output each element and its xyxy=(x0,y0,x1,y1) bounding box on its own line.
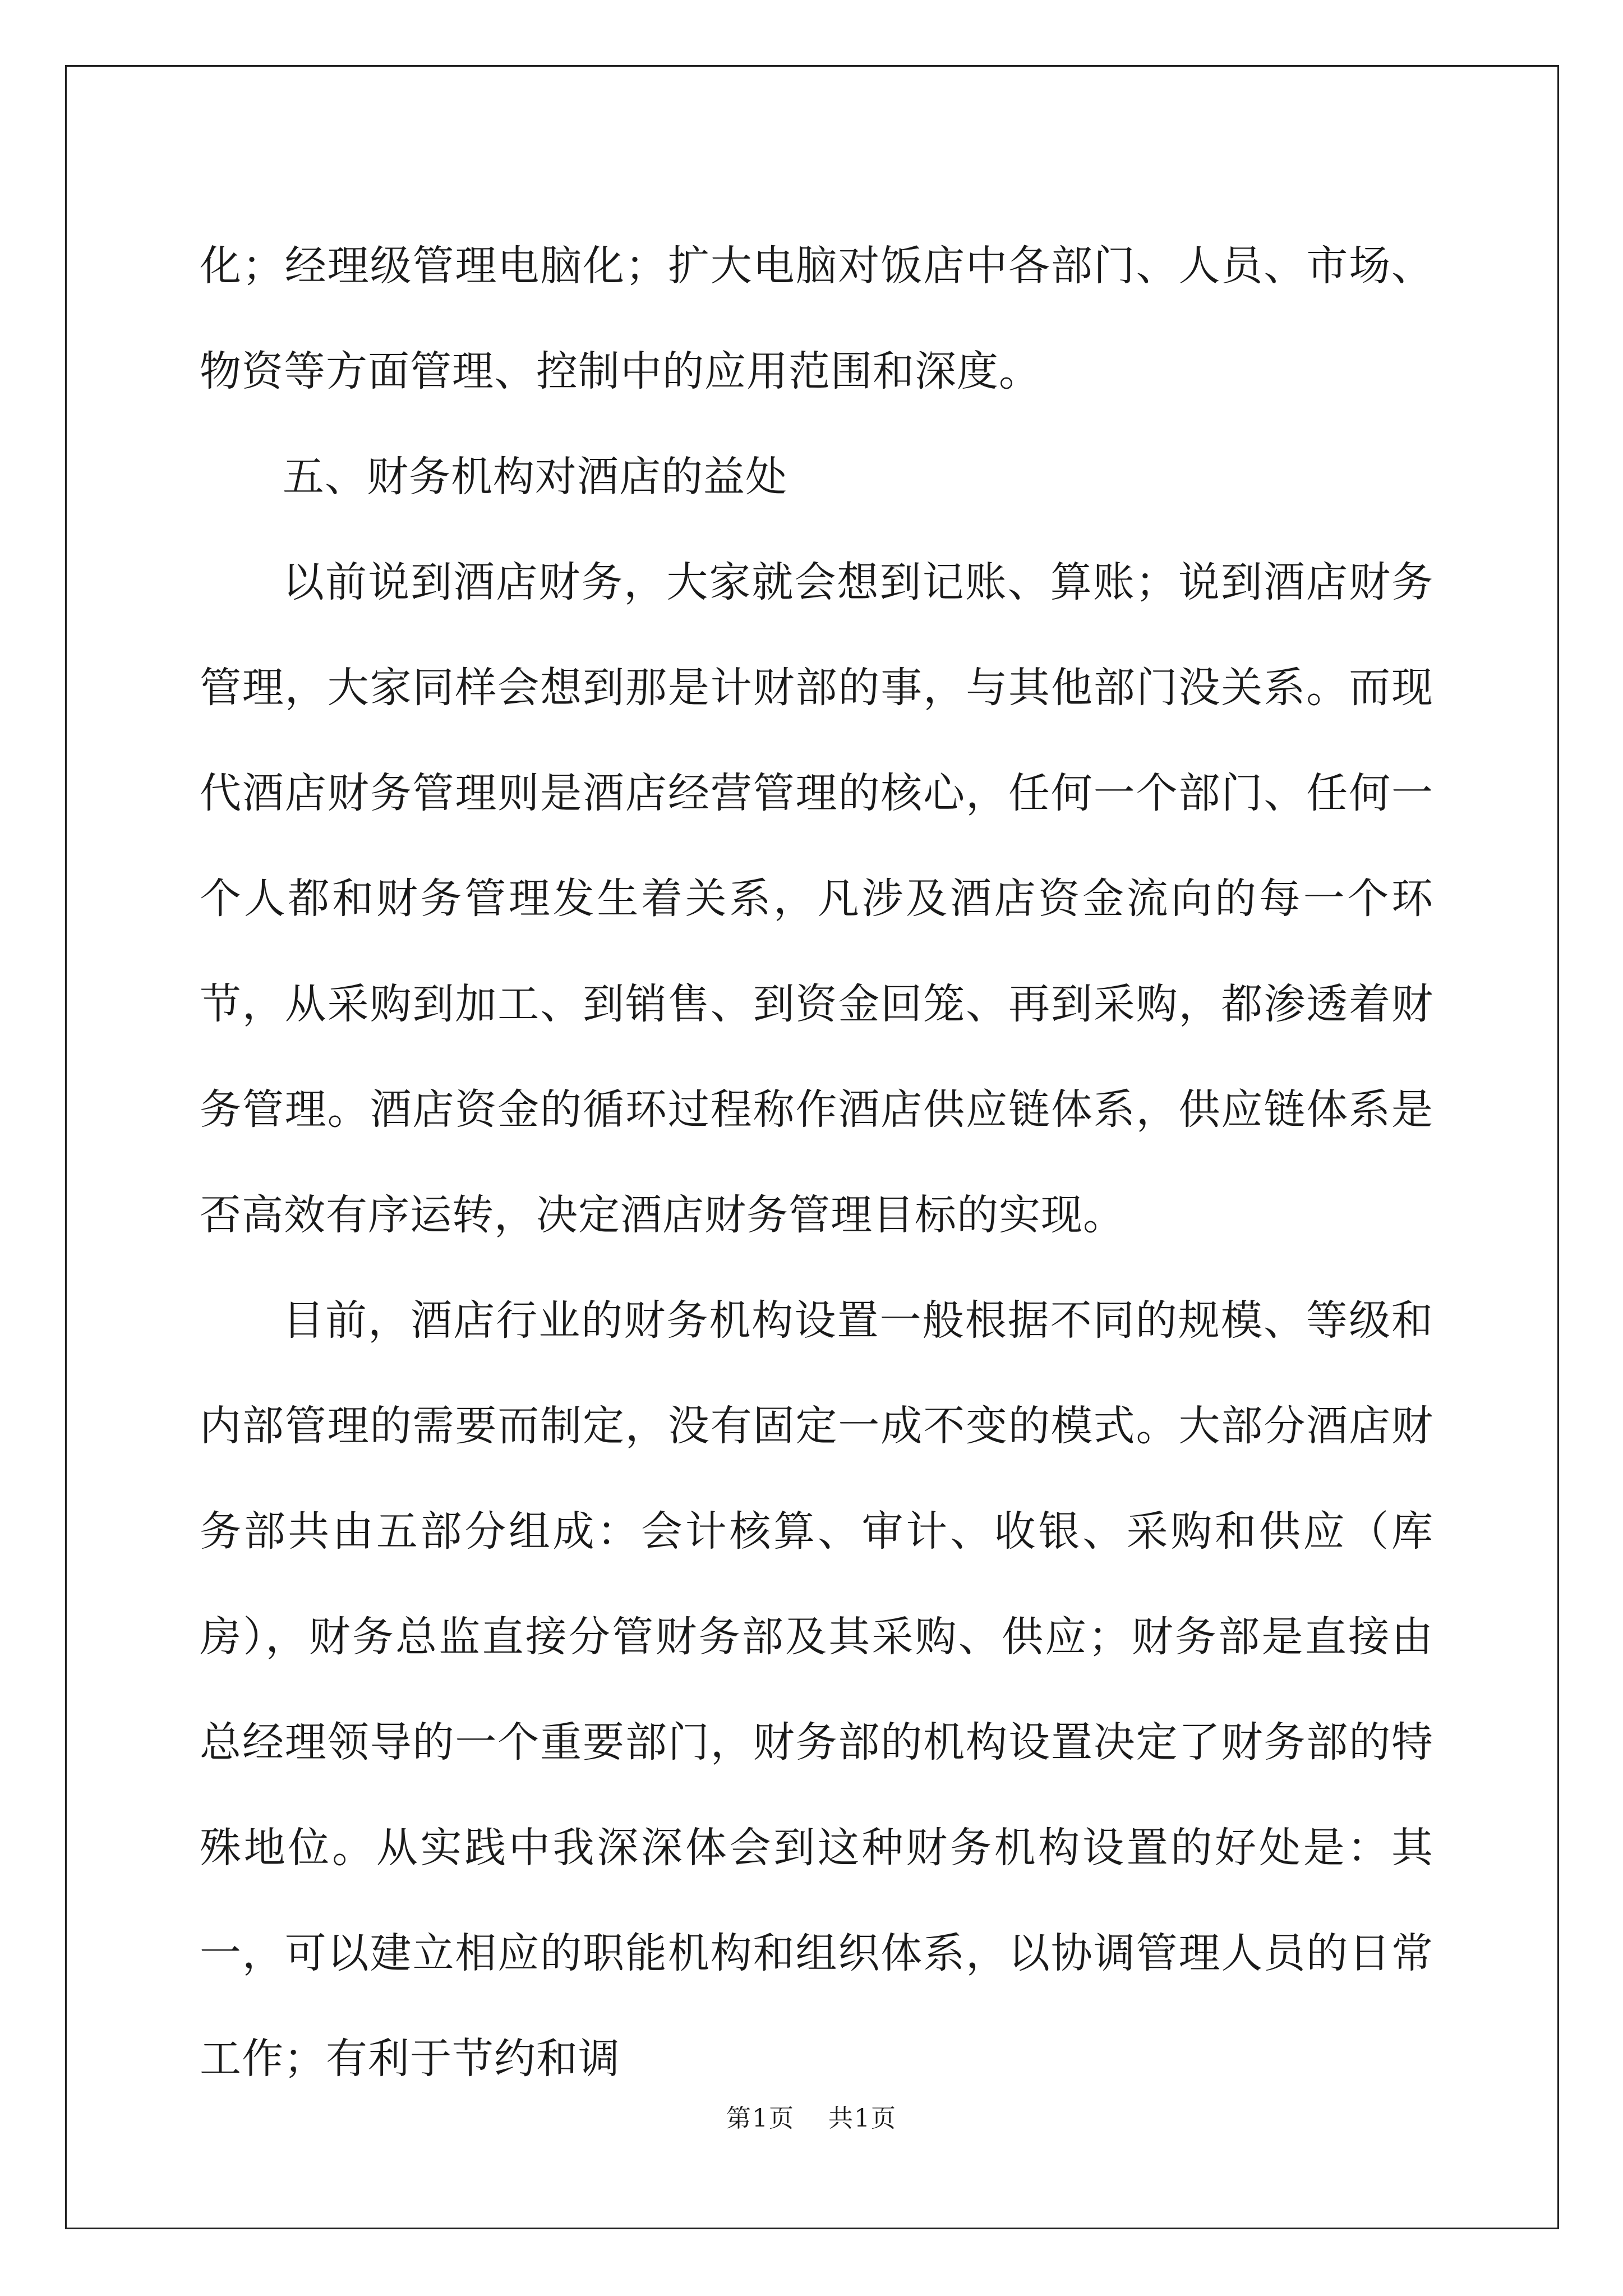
section-heading: 五、财务机构对酒店的益处 xyxy=(283,453,787,501)
paragraph: 目前，酒店行业的财务机构设置一般根据不同的规模、等级和内部管理的需要而制定，没有固定一成不变的模式。大部分酒店财务部共由五部分组成：会计核算、审计、收银、采购和供应（库房），财务总监直接分管财务部及其采购、供应；财务部是直接由总经理领导的一个重要部门，财务部的机构设置决定了财务部的特殊地位。从实践中我深深体会到这种财务机构设置的好处是：其一，可以建立相应的职能机构和组织体系，以协调管理人员的日常工作；有利于节约和调 xyxy=(200,1296,1433,2083)
document-body xyxy=(200,213,1433,2111)
paragraph: 以前说到酒店财务，大家就会想到记账、算账；说到酒店财务管理，大家同样会想到那是计财部的事，与其他部门没关系。而现代酒店财务管理则是酒店经营管理的核心，任何一个部门、任何一个人都和财务管理发生着关系，凡涉及酒店资金流向的每一个环节，从采购到加工、到销售、到资金回笼、再到采购，都渗透着财务管理。酒店资金的循环过程称作酒店供应链体系，供应链体系是否高效有序运转，决定酒店财务管理目标的实现。 xyxy=(200,558,1433,1239)
paragraph-continuation: 化；经理级管理电脑化；扩大电脑对饭店中各部门、人员、市场、物资等方面管理、控制中的应用范围和深度。 xyxy=(200,242,1433,395)
page-number: 第1页 xyxy=(726,2104,795,2133)
page-total: 共1页 xyxy=(828,2104,897,2133)
page-footer xyxy=(0,2098,1623,2134)
